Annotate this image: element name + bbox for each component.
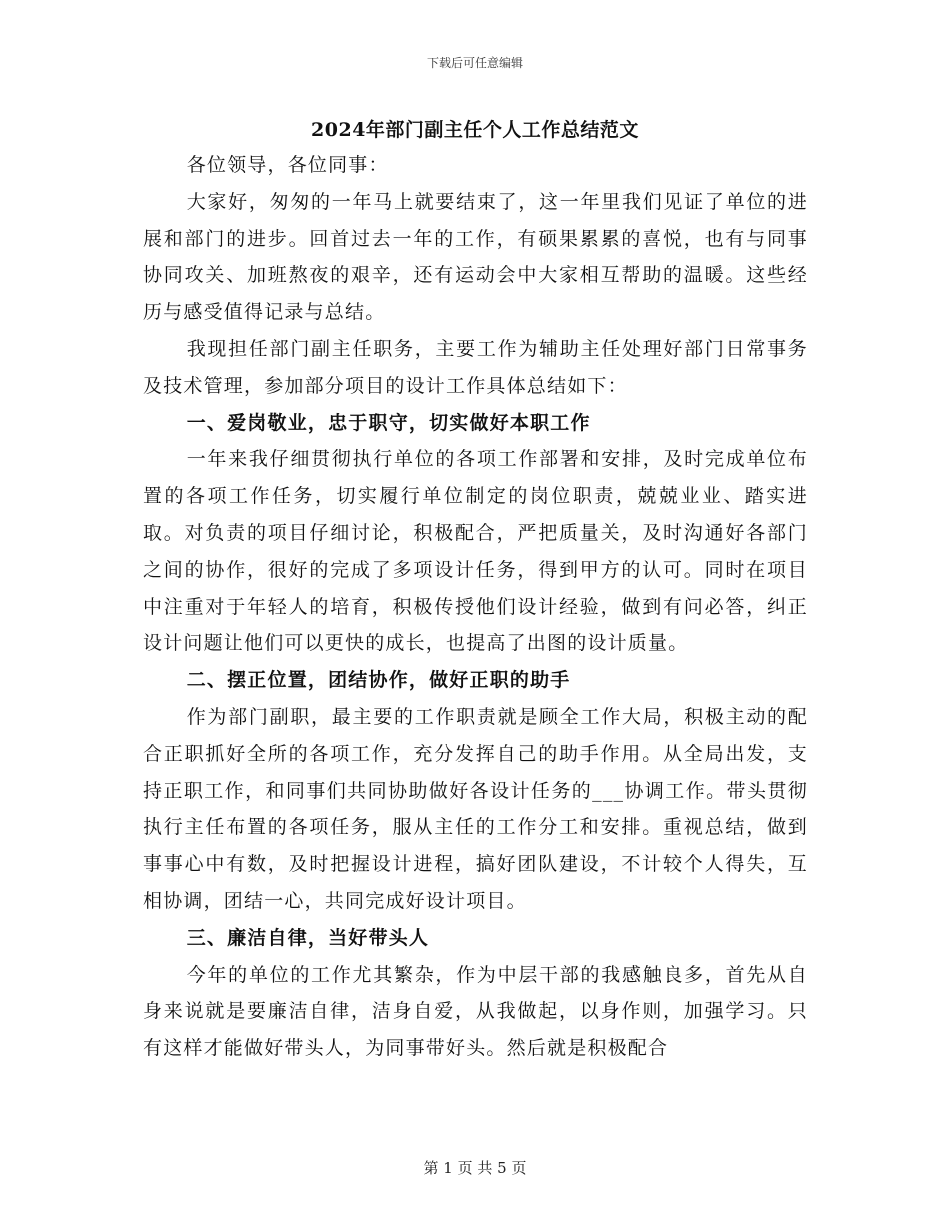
section-1-paragraph: 一年来我仔细贯彻执行单位的各项工作部署和安排，及时完成单位布置的各项工作任务，切实履行单位制定的岗位职责，兢兢业业、踏实进取。对负责的项目仔细讨论，积极配合，严把质量关，及时沟通好各部门之间的协作，很好的完成了多项设计任务，得到甲方的认可。同时在项目中注重对于年轻人的培育，积极传授他们设计经验，做到有问必答，纠正设计问题让他们可以更快的成长，也提高了出图的设计质量。 <box>143 448 808 655</box>
document-title: 2024年部门副主任个人工作总结范文 <box>311 119 639 141</box>
intro-paragraph: 大家好，匆匆的一年马上就要结束了，这一年里我们见证了单位的进展和部门的进步。回首过去一年的工作，有硕果累累的喜悦，也有与同事协同攻关、加班熬夜的艰辛，还有运动会中大家相互帮助的温暖。这些经历与感受值得记录与总结。 <box>143 190 808 324</box>
section-heading-3: 三、廉洁自律，当好带头人 <box>186 926 430 949</box>
section-heading-1: 一、爱岗敬业，忠于职守，切实做好本职工作 <box>186 411 591 434</box>
section-2-paragraph: 作为部门副职，最主要的工作职责就是顾全工作大局，积极主动的配合正职抓好全所的各项工作，充分发挥自己的助手作用。从全局出发，支持正职工作，和同事们共同协助做好各设计任务的___协调工作。带头贯彻执行主任布置的各项任务，服从主任的工作分工和安排。重视总结，做到事事心中有数，及时把握设计进程，搞好团队建设，不计较个人得失，互相协调，团结一心，共同完成好设计项目。 <box>143 705 808 912</box>
section-heading-2: 二、摆正位置，团结协作，做好正职的助手 <box>186 669 571 692</box>
document-body <box>143 147 808 1067</box>
salutation-paragraph: 各位领导，各位同事： <box>186 154 389 176</box>
page-indicator: 第 1 页 共 5 页 <box>423 1159 527 1177</box>
section-3-paragraph: 今年的单位的工作尤其繁杂，作为中层干部的我感触良多，首先从自身来说就是要廉洁自律，洁身自爱，从我做起，以身作则，加强学习。只有这样才能做好带头人，为同事带好头。然后就是积极配合 <box>143 963 808 1060</box>
role-paragraph: 我现担任部门副主任职务，主要工作为辅助主任处理好部门日常事务及技术管理，参加部分项目的设计工作具体总结如下： <box>143 337 808 397</box>
header-note: 下载后可任意编辑 <box>426 56 523 70</box>
